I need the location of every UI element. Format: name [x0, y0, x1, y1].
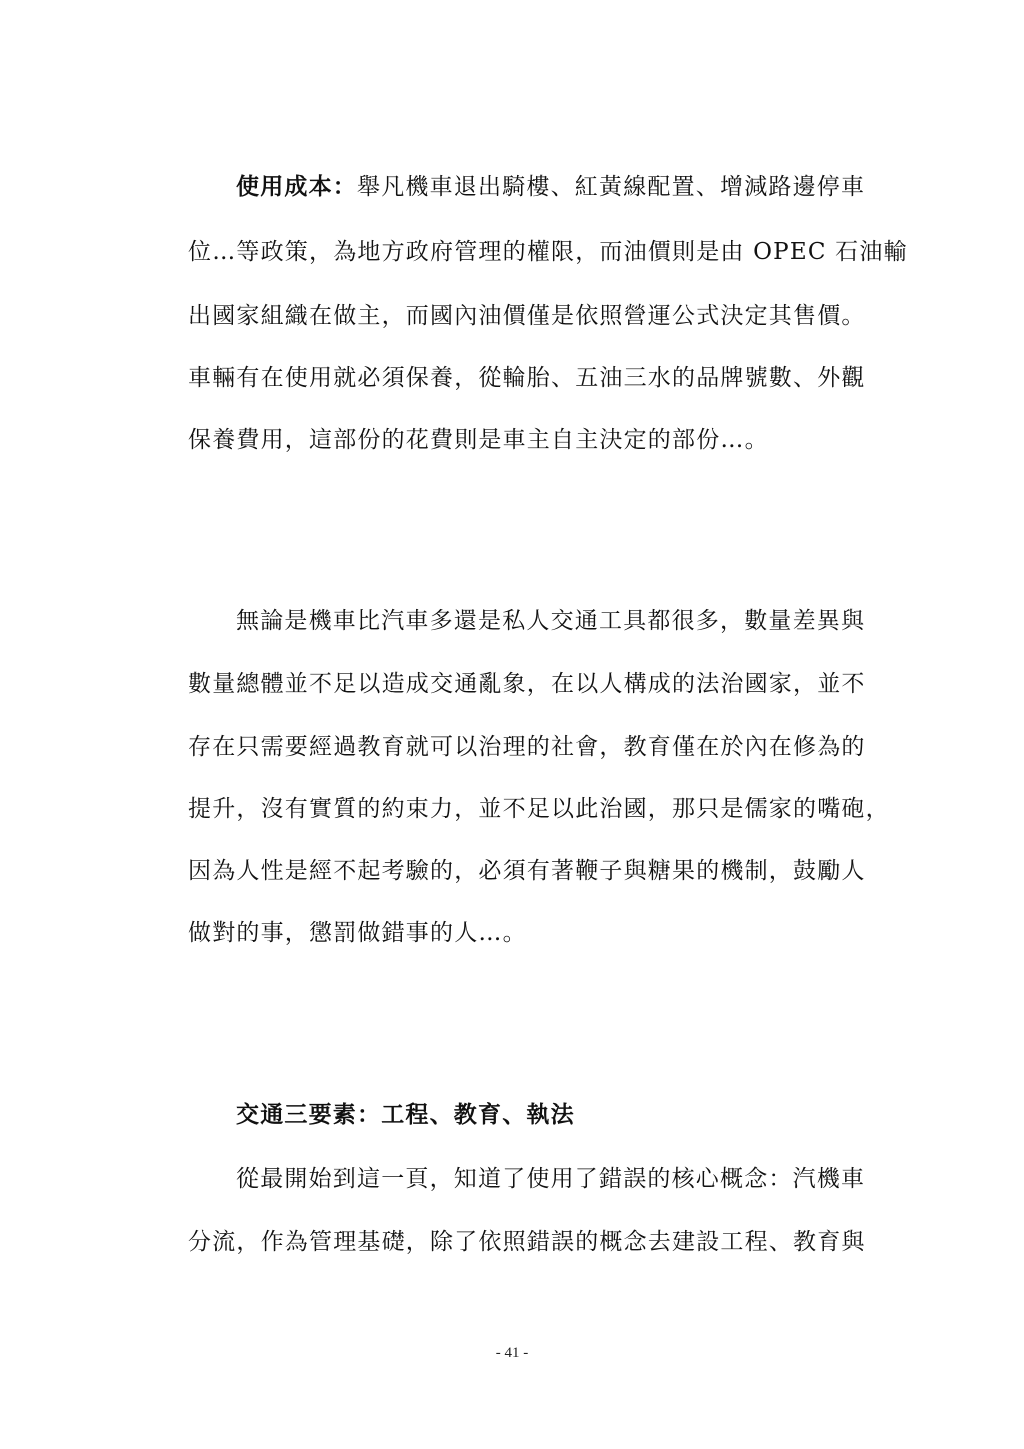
paragraph-line — [236, 172, 956, 202]
section-heading-usage-cost: 使用成本： — [236, 173, 357, 200]
paragraph-line: 車輛有在使用就必須保養，從輪胎、五油三水的品牌號數、外觀 — [188, 365, 866, 391]
paragraph-line: 因為人性是經不起考驗的，必須有著鞭子與糖果的機制，鼓勵人 — [188, 858, 866, 884]
paragraph-line: 從最開始到這一頁，知道了使用了錯誤的核心概念：汽機車 — [236, 1166, 866, 1192]
section-heading-traffic-elements: 交通三要素：工程、教育、執法 — [236, 1101, 575, 1128]
paragraph-line: 存在只需要經過教育就可以治理的社會，教育僅在於內在修為的 — [188, 734, 866, 760]
paragraph-line: 出國家組織在做主，而國內油價僅是依照營運公式決定其售價。 — [188, 303, 866, 329]
page-number: - 41 - — [495, 1345, 529, 1361]
paragraph-line: 數量總體並不足以造成交通亂象，在以人構成的法治國家，並不 — [188, 671, 866, 697]
paragraph-line: 位…等政策，為地方政府管理的權限，而油價則是由 OPEC 石油輸 — [188, 239, 908, 265]
paragraph-text: 舉凡機車退出騎樓、紅黃線配置、增減路邊停車 — [357, 174, 866, 200]
paragraph-line: 保養費用，這部份的花費則是車主自主決定的部份…。 — [188, 427, 769, 453]
paragraph-line: 分流，作為管理基礎，除了依照錯誤的概念去建設工程、教育與 — [188, 1229, 866, 1255]
paragraph-line: 提升，沒有實質的約束力，並不足以此治國，那只是儒家的嘴砲， — [188, 796, 890, 822]
paragraph-line: 做對的事，懲罰做錯事的人…。 — [188, 920, 527, 946]
paragraph-line: 無論是機車比汽車多還是私人交通工具都很多，數量差異與 — [236, 608, 866, 634]
